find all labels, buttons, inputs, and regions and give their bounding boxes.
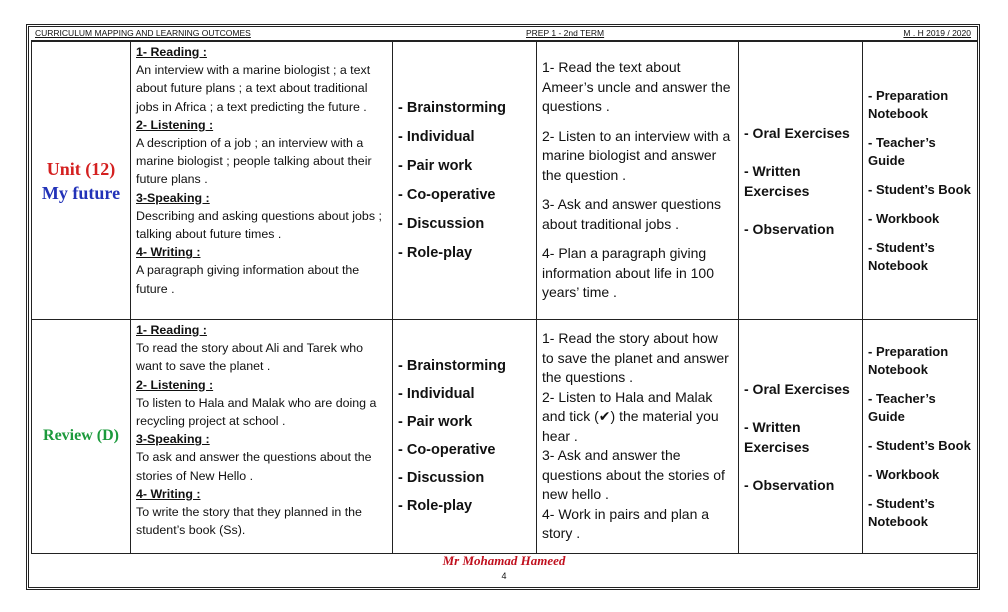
activity-item: 2- Listen to an interview with a marine biologist and answer the question . [542, 127, 731, 183]
header-left: CURRICULUM MAPPING AND LEARNING OUTCOMES [35, 28, 251, 38]
evaluation-item: - Oral Exercises [744, 380, 850, 397]
technique-item: - Brainstorming [398, 99, 506, 116]
outcome-text: A paragraph giving information about the future . [136, 263, 360, 296]
technique-item: - Co-operative [398, 442, 496, 458]
techniques-cell [393, 320, 537, 554]
header-center: PREP 1 - 2nd TERM [526, 28, 605, 38]
resource-item: - Preparation Notebook [868, 87, 949, 121]
activity-item: 3- Ask and answer questions about traditional jobs . [542, 196, 721, 232]
activity-item: 2- Listen to Hala and Malak and tick (✔) the material you hear . [542, 388, 719, 444]
outcomes-cell [131, 320, 393, 554]
technique-item: - Individual [398, 386, 475, 402]
page-footer [31, 552, 977, 586]
outcome-heading: 2- Listening : [136, 377, 214, 392]
evaluation-cell [739, 320, 863, 554]
outcomes-cell [131, 42, 393, 320]
resource-item: - Workbook [868, 466, 940, 482]
resource-item: - Workbook [868, 210, 940, 226]
resource-item: - Student’s Book [868, 437, 971, 453]
technique-item: - Role-play [398, 244, 473, 261]
review-title: Review (D) [43, 427, 119, 445]
outcome-text: To ask and answer the questions about the stories of New Hello . [136, 450, 372, 483]
outcome-heading: 1- Reading : [136, 45, 207, 59]
technique-item: - Pair work [398, 157, 473, 174]
technique-item: - Role-play [398, 498, 473, 514]
table-row [32, 42, 978, 320]
unit-cell [32, 42, 131, 320]
outcome-text: To read the story about Ali and Tarek who want to save the planet . [136, 341, 364, 374]
unit-title: Unit (12) [46, 158, 116, 179]
technique-item: - Brainstorming [398, 358, 506, 374]
technique-item: - Discussion [398, 470, 485, 486]
technique-item: - Discussion [398, 215, 485, 232]
evaluation-item: - Observation [744, 476, 835, 493]
outcome-text: An interview with a marine biologist ; a text about future plans ; a text about traditional jobs in Africa ; a text predicting the future . [136, 63, 371, 114]
resource-item: - Teacher’s Guide [868, 134, 936, 168]
outcome-text: To write the story that they planned in the student’s book (Ss). [136, 505, 362, 538]
table-row [32, 320, 978, 554]
evaluation-cell [739, 42, 863, 320]
unit-subtitle: My future [41, 182, 121, 203]
outcome-text: To listen to Hala and Malak who are doing a recycling project at school . [136, 395, 377, 429]
activity-item: 1- Read the text about Ameer’s uncle and answer the questions . [542, 59, 731, 115]
activity-item: 3- Ask and answer the questions about the stories of new hello . [542, 447, 725, 503]
evaluation-item: - Written Exercises [744, 162, 810, 199]
outcome-heading: 4- Writing : [136, 486, 201, 501]
evaluation-item: - Written Exercises [744, 418, 810, 455]
activity-item: 4- Work in pairs and plan a story . [542, 505, 710, 542]
page-number: 4 [501, 571, 507, 581]
resource-item: - Student’s Book [868, 181, 971, 197]
header-right: M . H 2019 / 2020 [903, 28, 971, 38]
resources-cell [863, 42, 978, 320]
resource-item: - Teacher’s Guide [868, 390, 936, 424]
resource-item: - Student’s Notebook [868, 495, 935, 529]
outcome-text: A description of a job ; an interview with a marine biologist ; people talking about their future plans . [136, 136, 372, 187]
technique-item: - Pair work [398, 414, 473, 430]
activity-item: 1- Read the story about how to save the planet and answer the questions . [542, 330, 729, 386]
resource-item: - Student’s Notebook [868, 239, 935, 273]
technique-item: - Co-operative [398, 186, 496, 203]
curriculum-table [31, 41, 978, 554]
page-header [31, 28, 977, 41]
resource-item: - Preparation Notebook [868, 343, 949, 377]
activity-item: 4- Plan a paragraph giving information about life in 100 years’ time . [542, 245, 714, 301]
outcome-heading: 3-Speaking : [136, 432, 210, 447]
outcome-heading: 4- Writing : [136, 245, 201, 260]
activities-cell [537, 42, 739, 320]
outcome-heading: 2- Listening : [136, 117, 214, 132]
technique-item: - Individual [398, 128, 475, 145]
outcome-heading: 1- Reading : [136, 323, 207, 337]
outcome-heading: 3-Speaking : [136, 190, 210, 205]
activities-cell [537, 320, 739, 554]
resources-cell [863, 320, 978, 554]
evaluation-item: - Observation [744, 220, 835, 237]
unit-cell [32, 320, 131, 554]
outcome-text: Describing and asking questions about jobs ; talking about future times . [136, 208, 382, 242]
techniques-cell [393, 42, 537, 320]
author-signature: Mr Mohamad Hameed [442, 553, 566, 568]
evaluation-item: - Oral Exercises [744, 124, 850, 141]
